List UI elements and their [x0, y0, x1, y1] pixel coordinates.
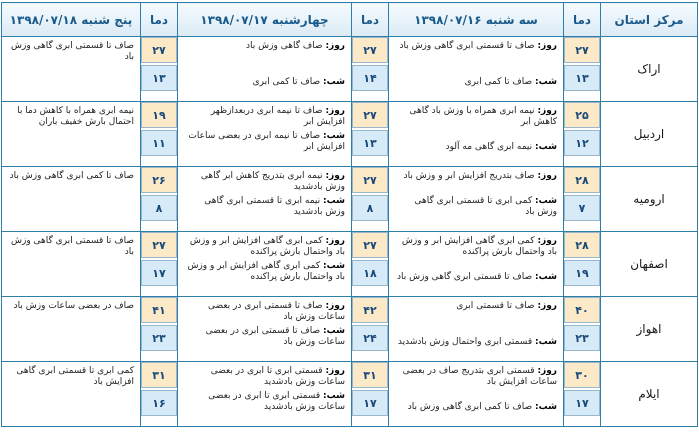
day-label: روز: [325, 171, 345, 181]
temp-cell-day2 [352, 232, 389, 297]
day-forecast [393, 171, 557, 182]
day-label: روز: [537, 366, 557, 376]
header-temp-2: دما [352, 3, 389, 37]
day-text: قسمتی ابری تا ابری در بعضی ساعات وزش بادشدید [210, 366, 345, 387]
min-temp: ۱۳ [352, 130, 388, 156]
min-temp: ۱۹ [564, 260, 600, 286]
day-label: روز: [537, 41, 557, 51]
day3-text: صاف در بعضی ساعات وزش باد [13, 301, 134, 311]
night-text: صاف تا قسمتی ابری گاهی وزش باد [397, 272, 533, 282]
min-temp: ۱۴ [352, 65, 388, 91]
header-row [2, 3, 698, 37]
night-label: شب: [535, 272, 557, 282]
header-center: مرکز استان [601, 3, 698, 37]
max-temp: ۲۶ [141, 167, 177, 193]
max-temp: ۱۹ [141, 102, 177, 128]
temp-cell-day1 [564, 37, 601, 102]
night-text: صاف تا کمی ابری [252, 77, 321, 87]
day-text: صاف تا نیمه ابری دربعدازظهر افزایش ابر [210, 106, 345, 127]
night-text: قسمتی ابری واحتمال وزش بادشدید [397, 337, 533, 347]
temp-cell-day3 [141, 167, 178, 232]
header-day-1: سه شنبه ۱۳۹۸/۰۷/۱۶ [389, 3, 564, 37]
min-temp: ۱۱ [141, 130, 177, 156]
day-text: صاف تا قسمتی ابری [456, 301, 535, 311]
forecast-day3 [2, 362, 141, 427]
forecast-day2 [178, 37, 352, 102]
day3-text: صاف تا قسمتی ابری گاهی وزش باد [11, 236, 134, 257]
day3-text: صاف تا کمی ابری گاهی وزش باد [9, 171, 134, 181]
temp-cell-day1 [564, 167, 601, 232]
night-forecast [182, 326, 345, 348]
night-forecast [182, 77, 345, 88]
night-label: شب: [323, 326, 345, 336]
min-temp: ۲۳ [141, 325, 177, 351]
temp-cell-day3 [141, 37, 178, 102]
day-label: روز: [325, 366, 345, 376]
temp-cell-day1 [564, 102, 601, 167]
night-forecast [182, 131, 345, 153]
night-text: صاف تا نیمه ابری در بعضی ساعات افزایش ابر [188, 131, 345, 152]
forecast-day2 [178, 102, 352, 167]
day-forecast [182, 41, 345, 52]
night-label: شب: [323, 77, 345, 87]
night-forecast [393, 272, 557, 283]
temp-cell-day3 [141, 102, 178, 167]
day3-text: کمی ابری تا قسمتی ابری گاهی افزایش باد [16, 366, 134, 387]
night-text: کمی ابری گاهی افزایش ابر و وزش باد واحتمال بارش پراکنده [187, 261, 345, 282]
day-forecast [393, 301, 557, 312]
max-temp: ۲۸ [564, 232, 600, 258]
min-temp: ۱۳ [141, 65, 177, 91]
day-text: صاف تا قسمتی ابری گاهی وزش باد [399, 41, 535, 51]
night-label: شب: [535, 142, 557, 152]
forecast-table [1, 2, 698, 427]
forecast-day3 [2, 297, 141, 362]
table-row [2, 167, 698, 232]
forecast-day1 [389, 362, 564, 427]
day-label: روز: [537, 236, 557, 246]
night-forecast [393, 337, 557, 348]
max-temp: ۴۰ [564, 297, 600, 323]
temp-cell-day2 [352, 297, 389, 362]
forecast-day3 [2, 232, 141, 297]
night-label: شب: [535, 77, 557, 87]
night-label: شب: [535, 196, 557, 206]
forecast-day3 [2, 102, 141, 167]
day-text: نیمه ابری همراه با وزش باد گاهی کاهش ابر [409, 106, 557, 127]
max-temp: ۳۱ [141, 362, 177, 388]
night-text: صاف تا کمی ابری گاهی وزش باد [407, 402, 533, 412]
table-row [2, 37, 698, 102]
day-forecast [393, 106, 557, 128]
min-temp: ۸ [141, 195, 177, 221]
day-forecast [182, 236, 345, 258]
max-temp: ۳۰ [564, 362, 600, 388]
day-text: کمی ابری گاهی افزایش ابر و وزش باد واحتمال بارش پراکنده [401, 236, 557, 257]
day-text: صاف گاهی وزش باد [246, 41, 323, 51]
night-label: شب: [323, 196, 345, 206]
night-text: صاف تا کمی ابری [464, 77, 533, 87]
night-forecast [182, 391, 345, 413]
city-name: اصفهان [601, 232, 698, 297]
min-temp: ۷ [564, 195, 600, 221]
day-forecast [182, 366, 345, 388]
day-label: روز: [537, 171, 557, 181]
temp-cell-day2 [352, 167, 389, 232]
day-label: روز: [325, 236, 345, 246]
day3-text: صاف تا قسمتی ابری گاهی وزش باد [11, 41, 134, 62]
day-label: روز: [325, 106, 345, 116]
max-temp: ۲۷ [352, 102, 388, 128]
day-label: روز: [537, 106, 557, 116]
forecast-day1 [389, 232, 564, 297]
min-temp: ۱۷ [564, 390, 600, 416]
max-temp: ۲۷ [564, 37, 600, 63]
day-text: صاف تا قسمتی ابری در بعضی ساعات وزش باد [208, 301, 345, 322]
city-name: اراک [601, 37, 698, 102]
night-forecast [393, 77, 557, 88]
night-label: شب: [535, 402, 557, 412]
day-forecast [182, 301, 345, 323]
min-temp: ۲۳ [564, 325, 600, 351]
forecast-day3 [2, 37, 141, 102]
day-label: روز: [325, 41, 345, 51]
max-temp: ۴۱ [141, 297, 177, 323]
max-temp: ۲۷ [352, 37, 388, 63]
forecast-day1 [389, 102, 564, 167]
night-label: شب: [535, 337, 557, 347]
min-temp: ۱۸ [352, 260, 388, 286]
night-label: شب: [323, 131, 345, 141]
day-text: صاف بتدریج افزایش ابر و وزش باد [403, 171, 535, 181]
min-temp: ۱۶ [141, 390, 177, 416]
min-temp: ۱۲ [564, 130, 600, 156]
header-day-3: پنج شنبه ۱۳۹۸/۰۷/۱۸ [2, 3, 141, 37]
city-name: ایلام [601, 362, 698, 427]
table-row [2, 232, 698, 297]
day-forecast [393, 236, 557, 258]
temp-cell-day1 [564, 362, 601, 427]
max-temp: ۳۱ [352, 362, 388, 388]
temp-cell-day3 [141, 362, 178, 427]
min-temp: ۲۴ [352, 325, 388, 351]
night-text: صاف تا قسمتی ابری در بعضی ساعات وزش باد [205, 326, 345, 347]
max-temp: ۲۵ [564, 102, 600, 128]
header-temp-1: دما [564, 3, 601, 37]
night-forecast [393, 402, 557, 413]
forecast-day2 [178, 232, 352, 297]
night-forecast [182, 261, 345, 283]
night-text: کمی ابری تا قسمتی ابری گاهی وزش باد [414, 196, 557, 217]
min-temp: ۱۷ [141, 260, 177, 286]
forecast-day1 [389, 37, 564, 102]
temp-cell-day1 [564, 297, 601, 362]
day-forecast [393, 41, 557, 52]
night-forecast [393, 142, 557, 153]
day-label: روز: [537, 301, 557, 311]
temp-cell-day2 [352, 37, 389, 102]
max-temp: ۲۷ [141, 37, 177, 63]
table-row [2, 102, 698, 167]
night-label: شب: [323, 391, 345, 401]
city-name: اردبیل [601, 102, 698, 167]
day-forecast [182, 171, 345, 193]
night-text: قسمتی ابری تا ابری در بعضی ساعات وزش بادشدید [208, 391, 345, 412]
max-temp: ۲۸ [564, 167, 600, 193]
table-row [2, 362, 698, 427]
temp-cell-day3 [141, 297, 178, 362]
night-text: نیمه ابری گاهی مه آلود [445, 142, 533, 152]
day-forecast [393, 366, 557, 388]
day-label: روز: [325, 301, 345, 311]
forecast-day1 [389, 297, 564, 362]
header-day-2: چهارشنبه ۱۳۹۸/۰۷/۱۷ [178, 3, 352, 37]
temp-cell-day2 [352, 102, 389, 167]
night-label: شب: [323, 261, 345, 271]
max-temp: ۴۲ [352, 297, 388, 323]
city-name: ارومیه [601, 167, 698, 232]
day-text: نیمه ابری بتدریج کاهش ابر گاهی وزش بادشدید [200, 171, 345, 192]
temp-cell-day1 [564, 232, 601, 297]
forecast-day1 [389, 167, 564, 232]
max-temp: ۲۷ [352, 232, 388, 258]
temp-cell-day2 [352, 362, 389, 427]
min-temp: ۱۷ [352, 390, 388, 416]
header-temp-3: دما [141, 3, 178, 37]
min-temp: ۸ [352, 195, 388, 221]
night-forecast [393, 196, 557, 218]
max-temp: ۲۷ [141, 232, 177, 258]
table-row [2, 297, 698, 362]
night-text: نیمه ابری تا قسمتی ابری گاهی وزش بادشدید [204, 196, 345, 217]
day3-text: نیمه ابری همراه با کاهش دما با احتمال بارش خفیف باران [17, 106, 134, 127]
city-name: اهواز [601, 297, 698, 362]
day-forecast [182, 106, 345, 128]
forecast-day3 [2, 167, 141, 232]
night-forecast [182, 196, 345, 218]
forecast-day2 [178, 362, 352, 427]
day-text: قسمتی ابری بتدریج صاف در بعضی ساعات افزایش باد [402, 366, 557, 387]
forecast-day2 [178, 297, 352, 362]
day-text: کمی ابری گاهی افزایش ابر و وزش باد واحتمال بارش پراکنده [189, 236, 345, 257]
temp-cell-day3 [141, 232, 178, 297]
max-temp: ۲۷ [352, 167, 388, 193]
min-temp: ۱۳ [564, 65, 600, 91]
forecast-day2 [178, 167, 352, 232]
